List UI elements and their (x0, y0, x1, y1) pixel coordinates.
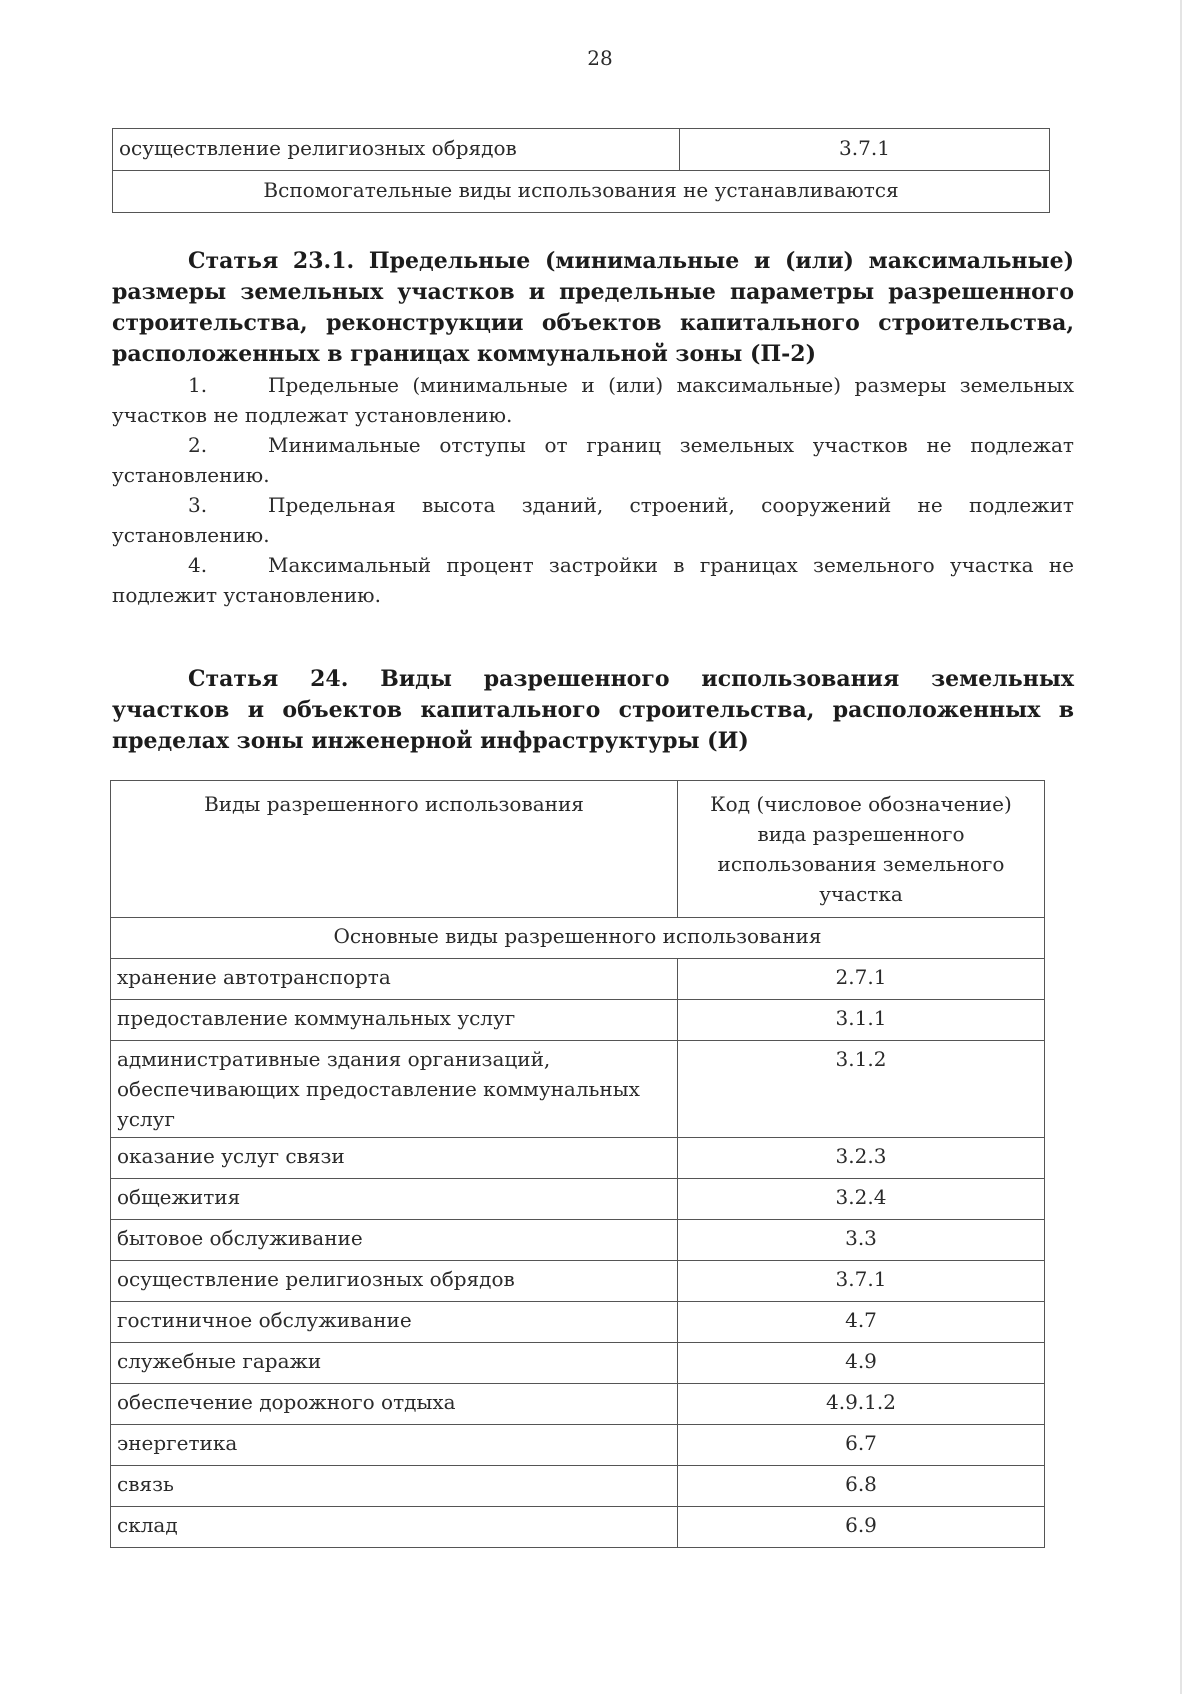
table-cell-code: 6.8 (678, 1466, 1045, 1507)
list-item (112, 430, 1074, 490)
section-title: Основные виды разрешенного использования (111, 918, 1045, 959)
table-row (111, 1138, 1045, 1179)
table-cell-name: гостиничное обслуживание (111, 1302, 678, 1343)
table-cell-name: хранение автотранспорта (111, 959, 678, 1000)
table-row (111, 1302, 1045, 1343)
top-table (112, 128, 1050, 213)
item-text: Предельная высота зданий, строений, сооружений не подлежит установлению. (112, 493, 1074, 547)
table-cell-name: служебные гаражи (111, 1343, 678, 1384)
table-header-row (111, 781, 1045, 918)
table-cell-code: 3.1.1 (678, 1000, 1045, 1041)
article-23-1-items (112, 370, 1074, 610)
table-cell-code: 3.2.4 (678, 1179, 1045, 1220)
table-row (111, 1384, 1045, 1425)
section-row (111, 918, 1045, 959)
table-cell-code: 6.7 (678, 1425, 1045, 1466)
table-cell-name: предоставление коммунальных услуг (111, 1000, 678, 1041)
table-cell-name: осуществление религиозных обрядов (113, 129, 680, 171)
list-item (112, 550, 1074, 610)
table-row (111, 1000, 1045, 1041)
table-cell-name: осуществление религиозных обрядов (111, 1261, 678, 1302)
page-number: 28 (587, 46, 613, 70)
item-number: 1. (188, 373, 208, 397)
item-text: Максимальный процент застройки в границах земельного участка не подлежит установлению. (112, 553, 1074, 607)
item-text: Предельные (минимальные и (или) максимальные) размеры земельных участков не подлежат установлению. (112, 373, 1074, 427)
table-cell-name: связь (111, 1466, 678, 1507)
table-row (111, 1179, 1045, 1220)
table-row (111, 1220, 1045, 1261)
uses-table (110, 780, 1045, 1548)
list-item (112, 490, 1074, 550)
table-cell-code: 4.9 (678, 1343, 1045, 1384)
table-row (113, 129, 1050, 171)
table-cell-code: 6.9 (678, 1507, 1045, 1548)
item-number: 4. (188, 553, 208, 577)
table-cell-code: 3.2.3 (678, 1138, 1045, 1179)
table-row (111, 1425, 1045, 1466)
table-cell-name: энергетика (111, 1425, 678, 1466)
article-24-heading (112, 664, 1074, 757)
item-text: Минимальные отступы от границ земельных участков не подлежат установлению. (112, 433, 1074, 487)
table-cell-code: 3.7.1 (680, 129, 1050, 171)
header-cell-code: Код (числовое обозначение) вида разрешенного использования земельного участка (678, 781, 1045, 918)
table-row (111, 959, 1045, 1000)
table-cell-name: обеспечение дорожного отдыха (111, 1384, 678, 1425)
article-24-heading-text: Статья 24. Виды разрешенного использования земельных участков и объектов капитального строительства, расположенных в пределах зоны инженерной инфраструктуры (И) (112, 666, 1074, 754)
table-cell-code: 3.1.2 (678, 1041, 1045, 1138)
article-23-1-heading (112, 246, 1074, 370)
table-cell-code: 4.7 (678, 1302, 1045, 1343)
table-cell-code: 3.7.1 (678, 1261, 1045, 1302)
item-number: 3. (188, 493, 208, 517)
table-cell-name: оказание услуг связи (111, 1138, 678, 1179)
table-cell-name: административные здания организаций, обеспечивающих предоставление коммунальных услуг (111, 1041, 678, 1138)
table-row (113, 171, 1050, 213)
page-edge (1180, 0, 1182, 1694)
table-cell-name: склад (111, 1507, 678, 1548)
article-23-1-heading-text: Статья 23.1. Предельные (минимальные и (или) максимальные) размеры земельных участков и предельные параметры разрешенного строительства, реконструкции объектов капитального строительства, расположенных в границах коммунальной зоны (П-2) (112, 248, 1074, 367)
table-cell-code: 4.9.1.2 (678, 1384, 1045, 1425)
table-row (111, 1507, 1045, 1548)
header-cell-uses: Виды разрешенного использования (111, 781, 678, 918)
auxiliary-uses-note: Вспомогательные виды использования не устанавливаются (113, 171, 1050, 213)
table-cell-name: общежития (111, 1179, 678, 1220)
table-row (111, 1261, 1045, 1302)
table-cell-code: 3.3 (678, 1220, 1045, 1261)
table-row (111, 1466, 1045, 1507)
table-cell-name: бытовое обслуживание (111, 1220, 678, 1261)
table-cell-code: 2.7.1 (678, 959, 1045, 1000)
list-item (112, 370, 1074, 430)
table-row (111, 1041, 1045, 1138)
table-row (111, 1343, 1045, 1384)
item-number: 2. (188, 433, 208, 457)
